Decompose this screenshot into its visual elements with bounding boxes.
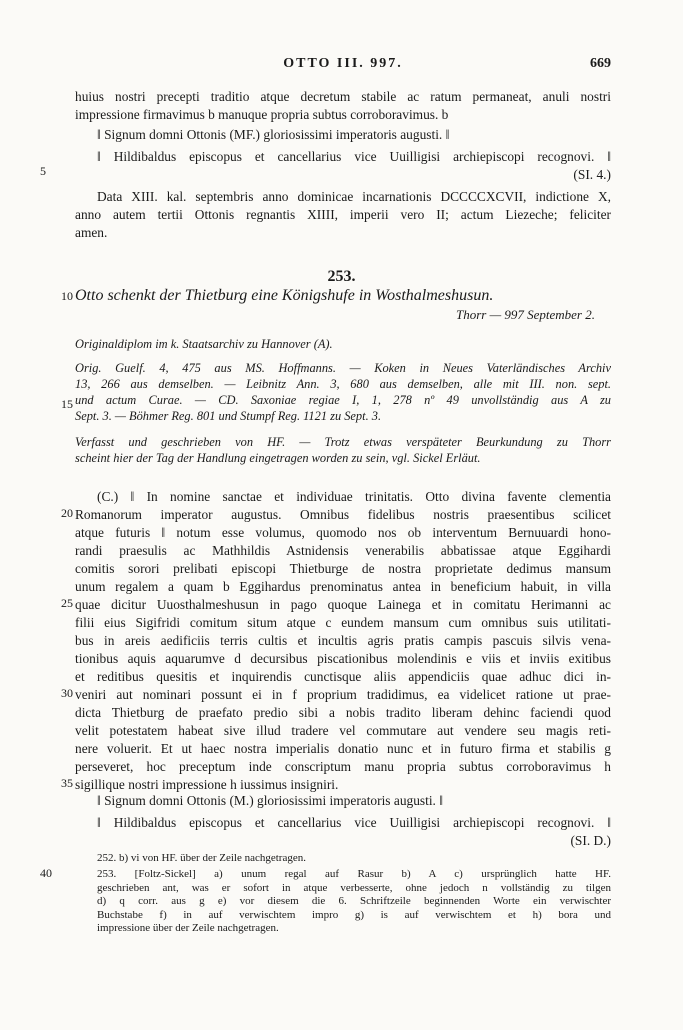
text-line: huius nostri precepti traditio atque decretum stabile ac ratum permaneat, anuli nostri xyxy=(75,89,611,104)
text-line: ‖ Hildibaldus episcopus et cancellarius vice Uuilligisi archiepiscopi recognovi. ‖ xyxy=(97,149,611,164)
text-line: und actum Curae. — CD. Saxoniae regiae I, 1, 278 nº 49 unvollständig aus A zu xyxy=(75,393,611,407)
text-line: Romanorum imperator augustus. Omnibus fidelibus nostris praesentibus scilicet xyxy=(75,507,611,522)
footnote-253 xyxy=(75,868,611,936)
signum-line-1 xyxy=(75,126,611,144)
text-line: veniri aut nominari possunt ei in f proprium tradidimus, ea videlicet ratione ut prae- xyxy=(75,687,611,702)
charter-text xyxy=(75,488,611,794)
editions-paragraph xyxy=(75,360,611,424)
text-line: velit potestatem habeat sive illud tradere vel commutare aut vendere seu magis reti- xyxy=(75,723,611,738)
running-header xyxy=(75,56,611,76)
recognition-2 xyxy=(75,814,611,850)
line-number: 25 xyxy=(61,596,73,610)
footnote-252 xyxy=(75,852,611,866)
text-line: anno autem tertii Ottonis regnantis XIIII, imperii vero II; actum Liezeche; feliciter xyxy=(75,207,611,222)
text-line: nere voluerit. Et ut haec nostra imperialis donatio nunc et in futuro firma et stabilis g xyxy=(75,741,611,756)
text-line: quae dicitur Uuosthalmeshusun in pago quoque Lainega et in comitatu Herimanni ac xyxy=(75,597,611,612)
text-line: ‖ Signum domni Ottonis (MF.) gloriosissimi imperatoris augusti. ‖ xyxy=(97,127,450,142)
document-number: 253. xyxy=(327,268,356,285)
text-line: amen. xyxy=(75,225,108,240)
line-number: 20 xyxy=(61,506,73,520)
text-line: 253. [Foltz-Sickel] a) unum regal auf Rasur b) A c) ursprünglich hatte HF. xyxy=(97,868,611,880)
text-line: 13, 266 aus demselben. — Leibnitz Ann. 3, 680 aus demselben, alle mit III. non. sept. xyxy=(75,377,611,391)
text-line: ‖ Signum domni Ottonis (M.) gloriosissimi imperatoris augusti. ‖ xyxy=(97,793,444,808)
text-line: impressione firmavimus b manuque propria subtus corroboravimus. b xyxy=(75,107,449,122)
intro-paragraph xyxy=(75,88,611,124)
text-line: Originaldiplom im k. Staatsarchiv zu Hannover (A). xyxy=(75,337,333,351)
document-date: Thorr — 997 September 2. xyxy=(455,307,595,322)
dating-paragraph xyxy=(75,188,611,242)
seal-mark: (SI. D.) xyxy=(570,833,611,848)
text-line: bus in areis aedificiis terris cultis et incultis agris pratis campis pascuis silvis vena- xyxy=(75,633,611,648)
recognition-1 xyxy=(75,148,611,184)
text-line: et reditibus quesitis et inquirendis cunctisque aliis appendiciis quae adhuc dici in- xyxy=(75,669,611,684)
line-number: 40 xyxy=(40,866,52,880)
text-line: Verfasst und geschrieben von HF. — Trotz etwas verspäteter Beurkundung zu Thorr xyxy=(75,435,611,449)
line-number: 35 xyxy=(61,776,73,790)
text-line: scheint hier der Tag der Handlung eingetragen worden zu sein, vgl. Sickel Erläut. xyxy=(75,451,481,465)
text-line: impressione über der Zeile nachgetragen. xyxy=(97,922,279,934)
signum-line-2 xyxy=(75,792,611,810)
text-line: geschrieben ant, was er sofort in atque verbesserte, ohne jedoch n vollständig zu tilgen xyxy=(97,881,611,894)
text-line: 252. b) vi von HF. über der Zeile nachgetragen. xyxy=(97,852,306,864)
line-number: 30 xyxy=(61,686,73,700)
text-line: unum regalem a quam b Eggihardus prenominatus antea in beneficium habuit, in villa xyxy=(75,579,611,594)
line-number: 10 xyxy=(61,289,73,303)
text-line: perseveret, hoc preceptum inde conscriptum manu propria subtus corroboravimus h xyxy=(75,759,611,774)
text-line: (C.) ‖ In nomine sanctae et individuae trinitatis. Otto divina favente clementia xyxy=(97,489,611,504)
text-line: ‖ Hildibaldus episcopus et cancellarius vice Uuilligisi archiepiscopi recognovi. ‖ xyxy=(97,815,611,830)
source-line xyxy=(75,336,611,352)
text-line: Buchstabe f) in auf verwischtem impro g) is auf verwischtem et h) bora und xyxy=(97,908,611,921)
text-line: atque futuris ‖ notum esse volumus, quomodo nos ob interventum Bernuuardi hono- xyxy=(75,525,611,540)
page-number: 669 xyxy=(590,56,611,71)
text-line: dicta Thietburg de praefato predio sibi a nobis tradito liberam dehinc faciendi quod xyxy=(75,705,611,720)
text-line: filii eius Sigifridi comitum situm atque c eundem mansum cum omnibus suis utilitati- xyxy=(75,615,611,630)
line-number: 5 xyxy=(40,164,46,178)
running-title: OTTO III. 997. xyxy=(283,56,403,71)
text-line: randi praesulis ac Mathhildis Astnidensis venerabilis abbatissae atque Eggihardi xyxy=(75,543,611,558)
text-line: Sept. 3. — Böhmer Reg. 801 und Stumpf Reg. 1121 zu Sept. 3. xyxy=(75,409,382,423)
text-line: sigillique nostri impressione h iussimus insigniri. xyxy=(75,777,339,792)
seal-mark: (SI. 4.) xyxy=(573,167,611,182)
text-line: comitis sorori prelibati episcopi Thietburge de nostra proprietate dedimus mansum xyxy=(75,561,611,576)
remark-paragraph xyxy=(75,434,611,466)
line-number: 15 xyxy=(61,397,73,411)
text-line: Data XIII. kal. septembris anno dominicae incarnationis DCCCCXCVII, indictione X, xyxy=(97,189,611,204)
text-line: d) q corr. aus g e) vor diesem die 6. Schriftzeile beginnenden Worte ein verwischter xyxy=(97,895,611,907)
text-line: Orig. Guelf. 4, 475 aus MS. Hoffmanns. — Koken in Neues Vaterländisches Archiv xyxy=(75,361,611,375)
document-title: Otto schenkt der Thietburg eine Königshufe in Wosthalmeshusun. xyxy=(75,287,494,304)
text-line: tionibus aquis aquarumve d decursibus piscationibus molendinis e viis et inviis exitibus xyxy=(75,651,611,666)
